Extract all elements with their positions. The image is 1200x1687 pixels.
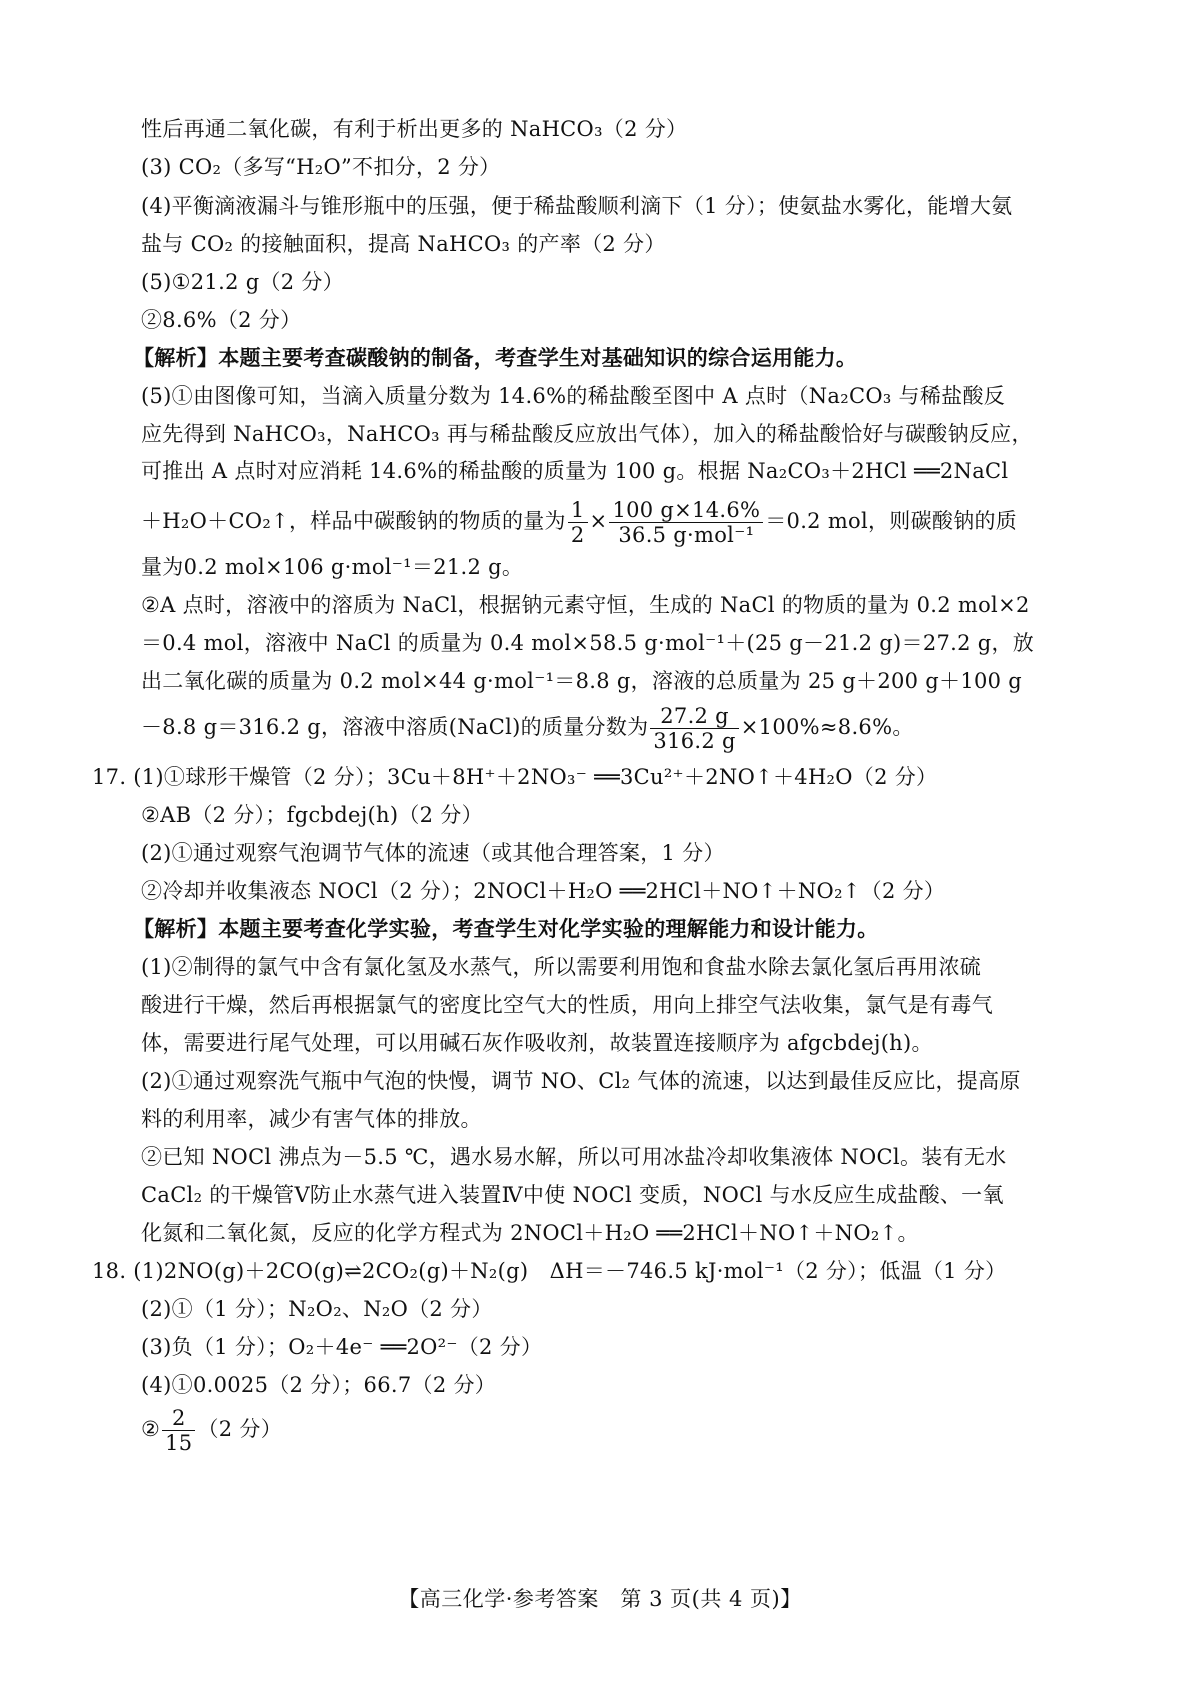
text-line: (3)负（1 分）；O₂＋4e⁻ ══2O²⁻（2 分） xyxy=(141,1335,543,1359)
fraction xyxy=(650,704,738,753)
fraction-numerator: 2 xyxy=(162,1406,195,1431)
text-line: ②AB（2 分）；fgcbdej(h)（2 分） xyxy=(141,803,483,827)
formula-text: －8.8 g＝316.2 g，溶液中溶质(NaCl)的质量分数为 xyxy=(141,715,649,739)
text-line: ②8.6%（2 分） xyxy=(141,308,302,332)
text-line: (2)①（1 分）；N₂O₂、N₂O（2 分） xyxy=(141,1297,493,1321)
text-line: 盐与 CO₂ 的接触面积，提高 NaHCO₃ 的产率（2 分） xyxy=(141,232,666,256)
text-line: (4)平衡滴液漏斗与锥形瓶中的压强，便于稀盐酸顺利滴下（1 分）；使氨盐水雾化，能增大氨 xyxy=(141,194,1013,218)
fraction-denominator: 316.2 g xyxy=(653,729,736,753)
formula-text: （2 分） xyxy=(197,1417,283,1441)
formula-text: ＋H₂O＋CO₂↑，样品中碳酸钠的物质的量为 xyxy=(141,509,566,533)
times-sign: × xyxy=(589,509,608,533)
text-line: (3) CO₂（多写“H₂O”不扣分，2 分） xyxy=(141,155,501,179)
text-line: ②A 点时，溶液中的溶质为 NaCl，根据钠元素守恒，生成的 NaCl 的物质的量为 0.2 mol×2 xyxy=(141,593,1030,617)
fraction xyxy=(568,498,588,547)
fraction-numerator: 27.2 g xyxy=(650,704,738,729)
fraction xyxy=(609,498,763,547)
analysis-heading: 【解析】本题主要考查碳酸钠的制备，考查学生对基础知识的综合运用能力。 xyxy=(133,346,858,370)
text-line: 量为0.2 mol×106 g·mol⁻¹＝21.2 g。 xyxy=(141,555,524,579)
formula-line xyxy=(141,700,914,754)
fraction-denominator: 36.5 g·mol⁻¹ xyxy=(618,523,755,547)
page-footer: 【高三化学·参考答案 第 3 页(共 4 页)】 xyxy=(398,1587,802,1611)
formula-line xyxy=(141,1402,282,1456)
formula-text: ＝0.2 mol，则碳酸钠的质 xyxy=(765,509,1018,533)
text-line: (2)①通过观察气泡调节气体的流速（或其他合理答案，1 分） xyxy=(141,841,725,865)
text-line: 性后再通二氧化碳，有利于析出更多的 NaHCO₃（2 分） xyxy=(141,117,688,141)
text-line: CaCl₂ 的干燥管Ⅴ防止水蒸气进入装置Ⅳ中使 NOCl 变质，NOCl 与水反应生成盐酸、一氧 xyxy=(141,1183,1004,1207)
analysis-heading: 【解析】本题主要考查化学实验，考查学生对化学实验的理解能力和设计能力。 xyxy=(133,917,879,941)
fraction-denominator: 2 xyxy=(570,523,585,547)
text-line: (4)①0.0025（2 分）；66.7（2 分） xyxy=(141,1373,497,1397)
formula-text: ×100%≈8.6%。 xyxy=(740,715,914,739)
question-17: 17. (1)①球形干燥管（2 分）；3Cu＋8H⁺＋2NO₃⁻ ══3Cu²⁺＋2NO↑＋4H₂O（2 分） xyxy=(92,765,938,789)
fraction xyxy=(162,1406,195,1455)
text-line: 体，需要进行尾气处理，可以用碱石灰作吸收剂，故装置连接顺序为 afgcbdej(h)。 xyxy=(141,1031,933,1055)
text-line: (5)①21.2 g（2 分） xyxy=(141,270,344,294)
text-line: 料的利用率，减少有害气体的排放。 xyxy=(141,1107,482,1131)
text-line: 化氮和二氧化氮，反应的化学方程式为 2NOCl＋H₂O ══2HCl＋NO↑＋NO₂↑。 xyxy=(141,1221,919,1245)
text-line: 酸进行干燥，然后再根据氯气的密度比空气大的性质，用向上排空气法收集，氯气是有毒气 xyxy=(141,993,993,1017)
text-line: ②冷却并收集液态 NOCl（2 分）；2NOCl＋H₂O ══2HCl＋NO↑＋NO₂↑（2 分） xyxy=(141,879,946,903)
fraction-denominator: 15 xyxy=(165,1431,193,1455)
formula-line xyxy=(141,494,1017,548)
fraction-numerator: 100 g×14.6% xyxy=(609,498,763,523)
text-line: (1)②制得的氯气中含有氯化氢及水蒸气，所以需要利用饱和食盐水除去氯化氢后再用浓硫 xyxy=(141,955,982,979)
fraction-numerator: 1 xyxy=(568,498,588,523)
formula-text: ② xyxy=(141,1417,161,1441)
text-line: 应先得到 NaHCO₃，NaHCO₃ 再与稀盐酸反应放出气体），加入的稀盐酸恰好与碳酸钠反应， xyxy=(141,422,1033,446)
text-line: ②已知 NOCl 沸点为－5.5 ℃，遇水易水解，所以可用冰盐冷却收集液体 NOCl。装有无水 xyxy=(141,1145,1007,1169)
question-18: 18. (1)2NO(g)＋2CO(g)⇌2CO₂(g)＋N₂(g) ΔH＝－746.5 kJ·mol⁻¹（2 分）；低温（1 分） xyxy=(92,1259,1007,1283)
text-line: (2)①通过观察洗气瓶中气泡的快慢，调节 NO、Cl₂ 气体的流速，以达到最佳反应比，提高原 xyxy=(141,1069,1021,1093)
text-line: 出二氧化碳的质量为 0.2 mol×44 g·mol⁻¹＝8.8 g，溶液的总质量为 25 g＋200 g＋100 g xyxy=(141,669,1023,693)
text-line: ＝0.4 mol，溶液中 NaCl 的质量为 0.4 mol×58.5 g·mol⁻¹＋(25 g－21.2 g)＝27.2 g，放 xyxy=(141,631,1035,655)
text-line: 可推出 A 点时对应消耗 14.6%的稀盐酸的质量为 100 g。根据 Na₂CO₃＋2HCl ══2NaCl xyxy=(141,459,1009,483)
text-line: (5)①由图像可知，当滴入质量分数为 14.6%的稀盐酸至图中 A 点时（Na₂CO₃ 与稀盐酸反 xyxy=(141,384,1006,408)
